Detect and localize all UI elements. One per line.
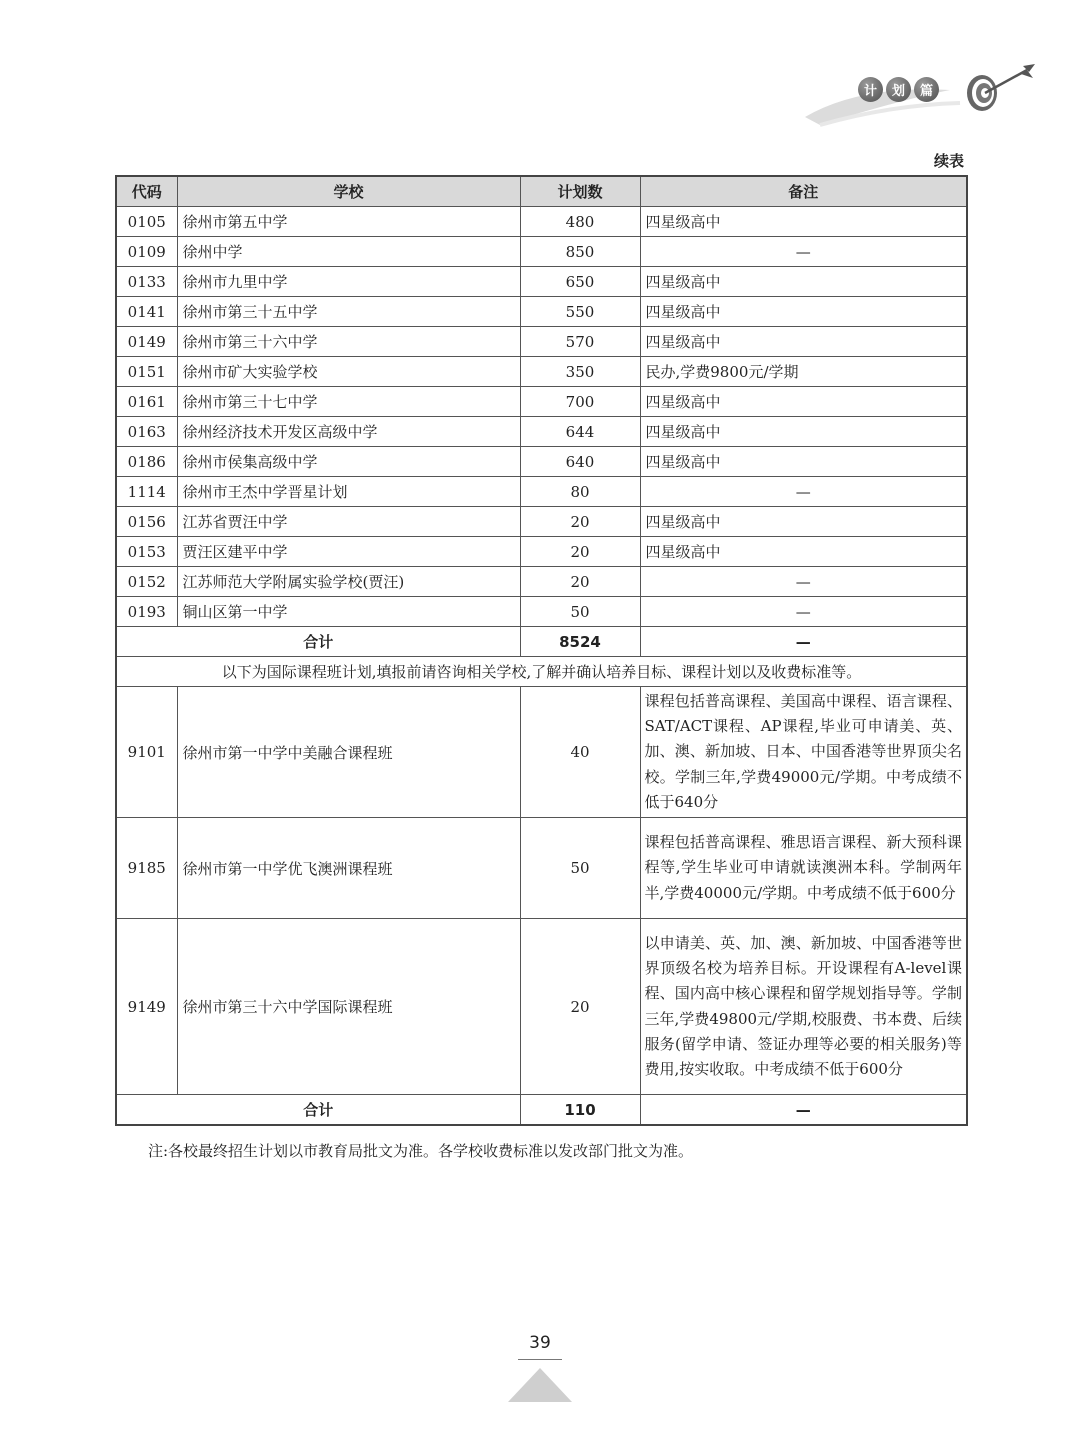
note: — [640, 477, 967, 507]
school-code: 0109 [116, 237, 177, 267]
table-row [116, 357, 967, 387]
table-row [116, 297, 967, 327]
school-name: 徐州市第一中学优飞澳洲课程班 [177, 818, 520, 919]
table-row [116, 327, 967, 357]
total-value: 8524 [520, 627, 640, 657]
section-header [800, 55, 1050, 130]
note: 四星级高中 [640, 417, 967, 447]
page-number-rule [518, 1359, 562, 1360]
school-code: 0151 [116, 357, 177, 387]
school-code: 0163 [116, 417, 177, 447]
table-row [116, 237, 967, 267]
table-row [116, 507, 967, 537]
table-row [116, 597, 967, 627]
section-char: 篇 [914, 77, 939, 102]
school-name: 徐州市矿大实验学校 [177, 357, 520, 387]
school-name: 江苏师范大学附属实验学校(贾汪) [177, 567, 520, 597]
plan-count: 550 [520, 297, 640, 327]
triangle-decoration-icon [508, 1368, 572, 1402]
note: 四星级高中 [640, 387, 967, 417]
header-school: 学校 [177, 176, 520, 207]
table-row [116, 447, 967, 477]
note: 四星级高中 [640, 327, 967, 357]
plan-count: 350 [520, 357, 640, 387]
note: 四星级高中 [640, 207, 967, 237]
school-name: 江苏省贾汪中学 [177, 507, 520, 537]
note: 课程包括普高课程、美国高中课程、语言课程、SAT/ACT课程、AP课程,毕业可申请美、英、加、澳、新加坡、日本、中国香港等世界顶尖名校。学制三年,学费49000元/学期。中考成绩不低于640分 [640, 687, 967, 818]
plan-count: 650 [520, 267, 640, 297]
header-plan: 计划数 [520, 176, 640, 207]
school-name: 徐州市第三十六中学国际课程班 [177, 919, 520, 1095]
note: — [640, 237, 967, 267]
school-code: 0186 [116, 447, 177, 477]
table-row [116, 567, 967, 597]
plan-count: 80 [520, 477, 640, 507]
school-name: 徐州中学 [177, 237, 520, 267]
total-label: 合计 [116, 627, 520, 657]
continued-label: 续表 [933, 152, 964, 170]
plan-count: 570 [520, 327, 640, 357]
note: 民办,学费9800元/学期 [640, 357, 967, 387]
plan-count: 700 [520, 387, 640, 417]
plan-count: 50 [520, 818, 640, 919]
school-name: 徐州市侯集高级中学 [177, 447, 520, 477]
total-value: 110 [520, 1095, 640, 1126]
plan-count: 20 [520, 919, 640, 1095]
plan-count: 20 [520, 537, 640, 567]
intl-notice-row [116, 657, 967, 687]
target-dart-icon [965, 60, 1040, 115]
school-name: 徐州市第三十六中学 [177, 327, 520, 357]
note: 四星级高中 [640, 297, 967, 327]
note: — [640, 567, 967, 597]
plan-count: 50 [520, 597, 640, 627]
table-row [116, 919, 967, 1095]
table-row [116, 687, 967, 818]
plan-count: 20 [520, 567, 640, 597]
header-code: 代码 [116, 176, 177, 207]
school-code: 0149 [116, 327, 177, 357]
section-title [858, 77, 939, 102]
school-code: 0156 [116, 507, 177, 537]
section-char: 划 [886, 77, 911, 102]
total-note: — [640, 627, 967, 657]
note: 四星级高中 [640, 267, 967, 297]
plan-count: 640 [520, 447, 640, 477]
table-header-row [116, 176, 967, 207]
table-row [116, 417, 967, 447]
school-name: 徐州市第三十五中学 [177, 297, 520, 327]
enrollment-plan-table [115, 175, 968, 1126]
school-name: 徐州市九里中学 [177, 267, 520, 297]
school-code: 9101 [116, 687, 177, 818]
school-name: 徐州市第三十七中学 [177, 387, 520, 417]
school-name: 徐州经济技术开发区高级中学 [177, 417, 520, 447]
plan-count: 480 [520, 207, 640, 237]
school-code: 0133 [116, 267, 177, 297]
school-code: 0141 [116, 297, 177, 327]
table-row [116, 267, 967, 297]
total-label: 合计 [116, 1095, 520, 1126]
school-name: 贾汪区建平中学 [177, 537, 520, 567]
school-code: 1114 [116, 477, 177, 507]
note: 四星级高中 [640, 537, 967, 567]
note: 课程包括普高课程、雅思语言课程、新大预科课程等,学生毕业可申请就读澳洲本科。学制两年半,学费40000元/学期。中考成绩不低于600分 [640, 818, 967, 919]
plan-count: 20 [520, 507, 640, 537]
school-code: 0153 [116, 537, 177, 567]
school-code: 9149 [116, 919, 177, 1095]
note: 以申请美、英、加、澳、新加坡、中国香港等世界顶级名校为培养目标。开设课程有A-level课程、国内高中核心课程和留学规划指导等。学制三年,学费49800元/学期,校服费、书本费、后续服务(留学申请、签证办理等必要的相关服务)等费用,按实收取。中考成绩不低于600分 [640, 919, 967, 1095]
note: 四星级高中 [640, 507, 967, 537]
school-code: 0105 [116, 207, 177, 237]
total-note: — [640, 1095, 967, 1126]
school-code: 0161 [116, 387, 177, 417]
note: — [640, 597, 967, 627]
school-code: 9185 [116, 818, 177, 919]
school-code: 0152 [116, 567, 177, 597]
section-char: 计 [858, 77, 883, 102]
table-row [116, 818, 967, 919]
table-row [116, 537, 967, 567]
plan-count: 40 [520, 687, 640, 818]
table-row [116, 207, 967, 237]
school-name: 徐州市第一中学中美融合课程班 [177, 687, 520, 818]
table-row [116, 477, 967, 507]
header-note: 备注 [640, 176, 967, 207]
school-name: 徐州市第五中学 [177, 207, 520, 237]
total-row [116, 1095, 967, 1126]
school-code: 0193 [116, 597, 177, 627]
plan-count: 850 [520, 237, 640, 267]
total-row [116, 627, 967, 657]
plan-count: 644 [520, 417, 640, 447]
note: 四星级高中 [640, 447, 967, 477]
page-number: 39 [529, 1333, 551, 1353]
footnote: 注:各校最终招生计划以市教育局批文为准。各学校收费标准以发改部门批文为准。 [148, 1142, 694, 1160]
school-name: 铜山区第一中学 [177, 597, 520, 627]
table-row [116, 387, 967, 417]
intl-notice: 以下为国际课程班计划,填报前请咨询相关学校,了解并确认培养目标、课程计划以及收费标准等。 [116, 657, 967, 687]
school-name: 徐州市王杰中学晋星计划 [177, 477, 520, 507]
